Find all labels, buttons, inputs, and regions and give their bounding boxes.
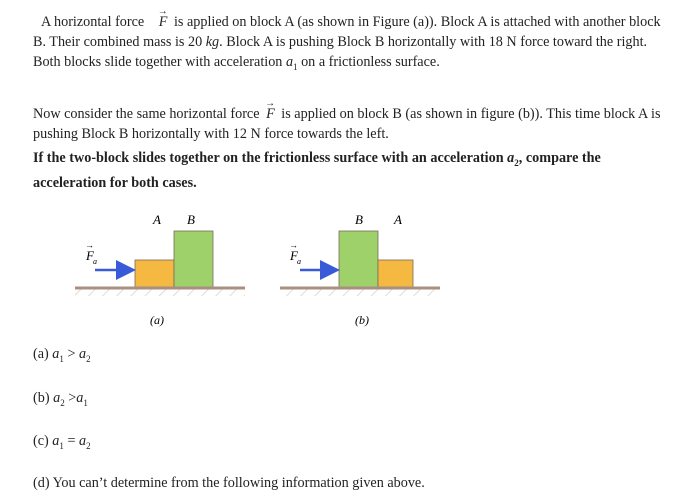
- question-paragraph-2: [33, 104, 673, 144]
- figure-a-vector-arrow-icon: →: [85, 240, 94, 250]
- accel-subscript: 2: [514, 157, 519, 168]
- option-label: (c): [33, 433, 53, 449]
- figure-a-label-b: B: [187, 212, 195, 227]
- accel-symbol: a: [507, 150, 515, 166]
- figure-a-force-subscript: a: [93, 257, 97, 266]
- text-segment: . Block A is pushing Block B horizontally with 18 N force toward the right. Both blocks slide together with acceleration: [33, 34, 648, 70]
- mass-unit: kg: [205, 34, 220, 50]
- text-segment: on a frictionless surface.: [297, 54, 440, 70]
- option-d[interactable]: [33, 475, 425, 492]
- option-symbol: a: [52, 433, 60, 449]
- option-label: (b): [33, 390, 54, 406]
- figure-b-label-a: A: [394, 212, 402, 227]
- option-symbol: a: [79, 346, 87, 362]
- option-symbol: a: [79, 433, 87, 449]
- figure-b: [280, 212, 440, 327]
- figure-b-label-b: B: [355, 212, 363, 227]
- option-subscript: 2: [86, 353, 91, 364]
- figure-a-block-b: [174, 231, 213, 288]
- text-segment: A horizontal force: [41, 14, 148, 30]
- option-subscript: 1: [83, 397, 88, 408]
- option-relation: >: [63, 346, 79, 362]
- option-symbol: a: [52, 346, 60, 362]
- figure-b-caption: (b): [355, 313, 369, 327]
- option-subscript: 2: [60, 397, 65, 408]
- figure-a-block-a: [135, 260, 174, 288]
- force-vector-symbol: → F: [151, 12, 168, 32]
- figure-b-force-subscript: a: [297, 257, 301, 266]
- figure-b-vector-arrow-icon: →: [289, 240, 298, 250]
- option-b[interactable]: [33, 390, 88, 408]
- option-a[interactable]: [33, 346, 91, 364]
- accel-subscript: 1: [293, 61, 298, 72]
- question-paragraph-1: [33, 12, 673, 77]
- block-diagram: [0, 200, 686, 340]
- text-segment: , compare the acceleration for both cases.: [33, 150, 601, 191]
- question-paragraph-3: [33, 148, 673, 193]
- figure-b-block-a: [378, 260, 413, 288]
- option-label: (a): [33, 346, 53, 362]
- option-subscript: 2: [86, 440, 91, 451]
- text-segment: Now consider the same horizontal force: [33, 106, 264, 122]
- text-segment: is applied on block A (as shown in Figure (a)). Block A is attached with another block B. Their combined mass is 20: [33, 14, 661, 50]
- figure-a-caption: (a): [150, 313, 164, 327]
- figure-b-block-b: [339, 231, 378, 288]
- figure-b-force-label: F: [290, 248, 298, 263]
- text-segment: is applied on block B (as shown in figure (b)). This time block A is pushing Block B horizontally with 12 N force towards the left.: [33, 106, 661, 142]
- option-symbol: a: [76, 390, 84, 406]
- figure-a-label-a: A: [153, 212, 161, 227]
- option-label: (d) You can’t determine from the following information given above.: [33, 475, 425, 491]
- option-c[interactable]: [33, 433, 91, 451]
- option-symbol: a: [53, 390, 61, 406]
- figure-a-force-label: F: [86, 248, 94, 263]
- option-relation: =: [63, 433, 79, 449]
- force-vector-symbol: → F: [266, 104, 275, 124]
- option-subscript: 1: [59, 353, 64, 364]
- accel-symbol: a: [285, 54, 294, 70]
- option-subscript: 1: [59, 440, 64, 451]
- figure-a: [75, 212, 245, 327]
- option-relation: >: [64, 390, 77, 406]
- text-segment: If the two-block slides together on the frictionless surface with an acceleration: [33, 150, 508, 166]
